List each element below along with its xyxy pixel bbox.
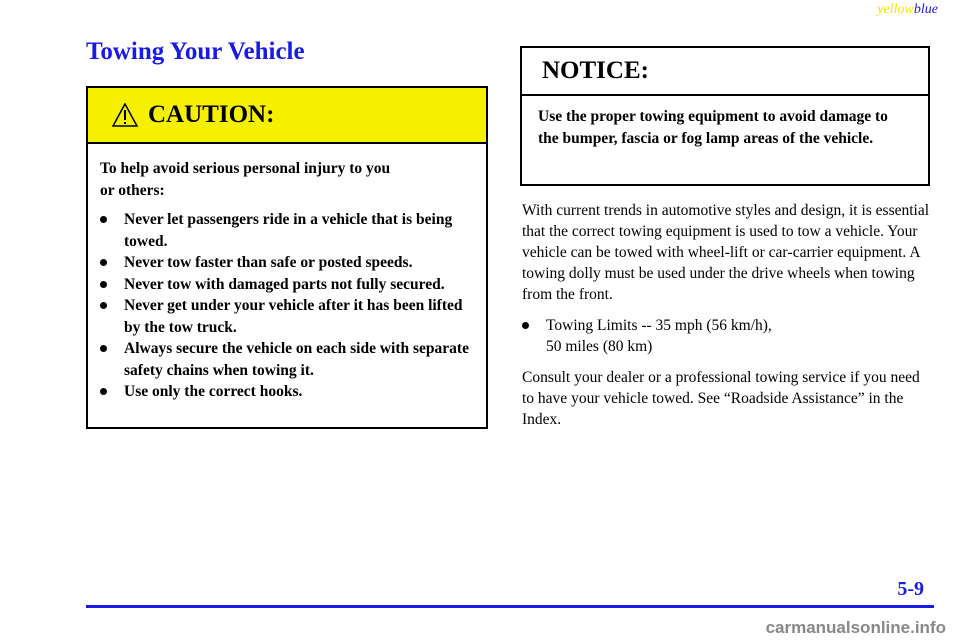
bullet-icon <box>522 322 529 329</box>
caution-heading: CAUTION: <box>148 101 275 128</box>
list-item <box>100 209 474 252</box>
caution-header <box>88 88 486 144</box>
bullet-icon <box>100 302 107 309</box>
list-item-text: Use only the correct hooks. <box>124 383 303 400</box>
caution-box <box>86 86 488 429</box>
caution-list <box>100 209 474 403</box>
notice-heading: NOTICE: <box>542 57 649 84</box>
notice-box <box>520 46 930 186</box>
towing-limits-line-1: Towing Limits ‑‑ 35 mph (56 km/h), <box>546 317 772 334</box>
list-item <box>100 252 474 274</box>
list-item <box>100 381 474 403</box>
color-proof-tag <box>877 2 938 18</box>
footer-divider <box>86 605 934 608</box>
list-item-text: Always secure the vehicle on each side with separate safety chains when towing it. <box>124 340 469 379</box>
list-item-text: Never get under your vehicle after it has been lifted by the tow truck. <box>124 297 463 336</box>
body-text <box>522 200 932 440</box>
list-item <box>100 295 474 338</box>
caution-intro-line-1: To help avoid serious personal injury to you <box>100 160 391 177</box>
bullet-icon <box>100 216 107 223</box>
caution-intro-line-2: or others: <box>100 181 165 199</box>
towing-limits-list <box>522 315 932 357</box>
page-title: Towing Your Vehicle <box>86 38 305 65</box>
warning-triangle-icon <box>112 102 138 128</box>
bullet-icon <box>100 281 107 288</box>
list-item <box>522 315 932 357</box>
bullet-icon <box>100 345 107 352</box>
list-item-text: Never tow faster than safe or posted speeds. <box>124 254 413 271</box>
body-paragraph-2: Consult your dealer or a professional towing service if you need to have your vehicle towed. See “Roadside Assistance” in the Index. <box>522 369 920 428</box>
body-paragraph-1: With current trends in automotive styles and design, it is essential that the correct towing equipment is used to tow a vehicle. Your vehicle can be towed with wheel‑lift or car‑carrier equipment. A towing dolly must be used under the drive wheels when towing from the front. <box>522 202 930 303</box>
towing-limits-line-2: 50 miles (80 km) <box>546 338 653 355</box>
list-item-text: Never let passengers ride in a vehicle that is being towed. <box>124 211 453 250</box>
caution-body <box>88 144 486 403</box>
proof-blue-label: blue <box>913 2 938 17</box>
page-number: 5-9 <box>897 578 924 600</box>
list-item <box>100 338 474 381</box>
caution-intro <box>100 158 474 201</box>
notice-header <box>522 48 928 96</box>
list-item-text: Never tow with damaged parts not fully secured. <box>124 275 445 293</box>
proof-yellow-label: yellow <box>877 2 914 17</box>
watermark: carmanualsonline.info <box>765 618 946 637</box>
bullet-icon <box>100 259 107 266</box>
list-item <box>100 274 474 296</box>
notice-text: Use the proper towing equipment to avoid damage to the bumper, fascia or fog lamp areas of the vehicle. <box>538 108 888 147</box>
bullet-icon <box>100 388 107 395</box>
